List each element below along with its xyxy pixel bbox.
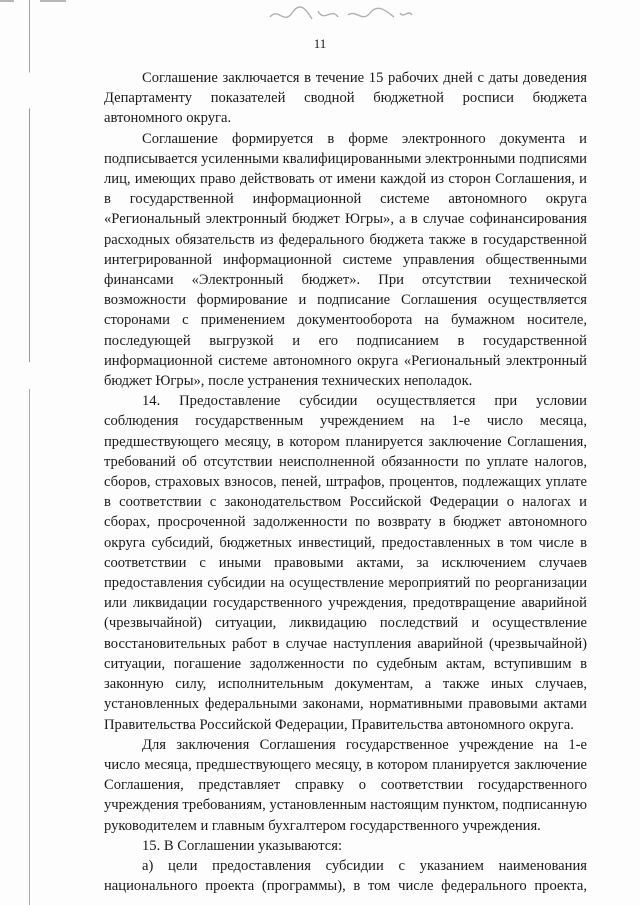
scan-margin-line bbox=[29, 0, 30, 905]
paragraph-agreement-form: Соглашение формируется в форме электронного документа и подписывается усиленными квалифицированными электронными подписями лиц, имеющих право действовать от имени каждой из сторон Соглашения, и в государственной информационной системе автономного округа «Региональный электронный бюджет Югры», а в случае софинансирования расходных обязательств из федерального бюджета также в государственной интегрированной информационной системе управления общественными финансами «Электронный бюджет». При отсутствии технической возможности формирование и подписание Соглашения осуществляется сторонами с применением документооборота на бумажном носителе, последующей выгрузкой и его подписанием в государственной информационной системе автономного округа «Региональный электронный бюджет Югры», после устранения технических неполадок. bbox=[104, 130, 587, 390]
scan-mark bbox=[0, 0, 14, 2]
signature-stamp-icon bbox=[266, 3, 416, 29]
paragraph-agreement-term: Соглашение заключается в течение 15 рабочих дней с даты доведения Департаменту показателей сводной бюджетной росписи бюджета автономного округа. bbox=[104, 70, 587, 127]
document-body bbox=[104, 68, 587, 896]
paragraph-item-15a: а) цели предоставления субсидии с указанием наименования национального проекта (программы), в том числе федерального проекта, bbox=[104, 857, 587, 895]
scan-mark bbox=[40, 0, 66, 2]
paragraph-certificate: Для заключения Соглашения государственное учреждение на 1-е число месяца, предшествующего месяцу, в котором планируется заключение Соглашения, представляет справку о соответствии государственного учреждения требованиям, установленным настоящим пунктом, подписанную руководителем и главным бухгалтером государственного учреждения. bbox=[104, 736, 587, 834]
paragraph-item-14: 14. Предоставление субсидии осуществляется при условии соблюдения государственным учреждением на 1-е число месяца, предшествующего месяцу, в котором планируется заключение Соглашения, требований об отсутствии неисполненной обязанности по уплате налогов, сборов, страховых взносов, пеней, штрафов, процентов, подлежащих уплате в соответствии с законодательством Российской Федерации о налогах и сборах, просроченной задолженности по возврату в бюджет автономного округа субсидий, бюджетных инвестиций, предоставленных в том числе в соответствии с иными правовыми актами, за исключением случаев предоставления субсидии на осуществление мероприятий по реорганизации или ликвидации государственного учреждения, предотвращение аварийной (чрезвычайной) ситуации, ликвидацию последствий и осуществление восстановительных работ в случае наступления аварийной (чрезвычайной) ситуации, погашение задолженности по судебным актам, вступившим в законную силу, исполнительным документам, а также иных случаев, установленных федеральными законами, нормативными правовыми актами Правительства Российской Федерации, Правительства автономного округа. bbox=[104, 393, 587, 733]
paragraph-item-15: 15. В Соглашении указываются: bbox=[142, 837, 343, 854]
page-number: 11 bbox=[313, 36, 327, 51]
